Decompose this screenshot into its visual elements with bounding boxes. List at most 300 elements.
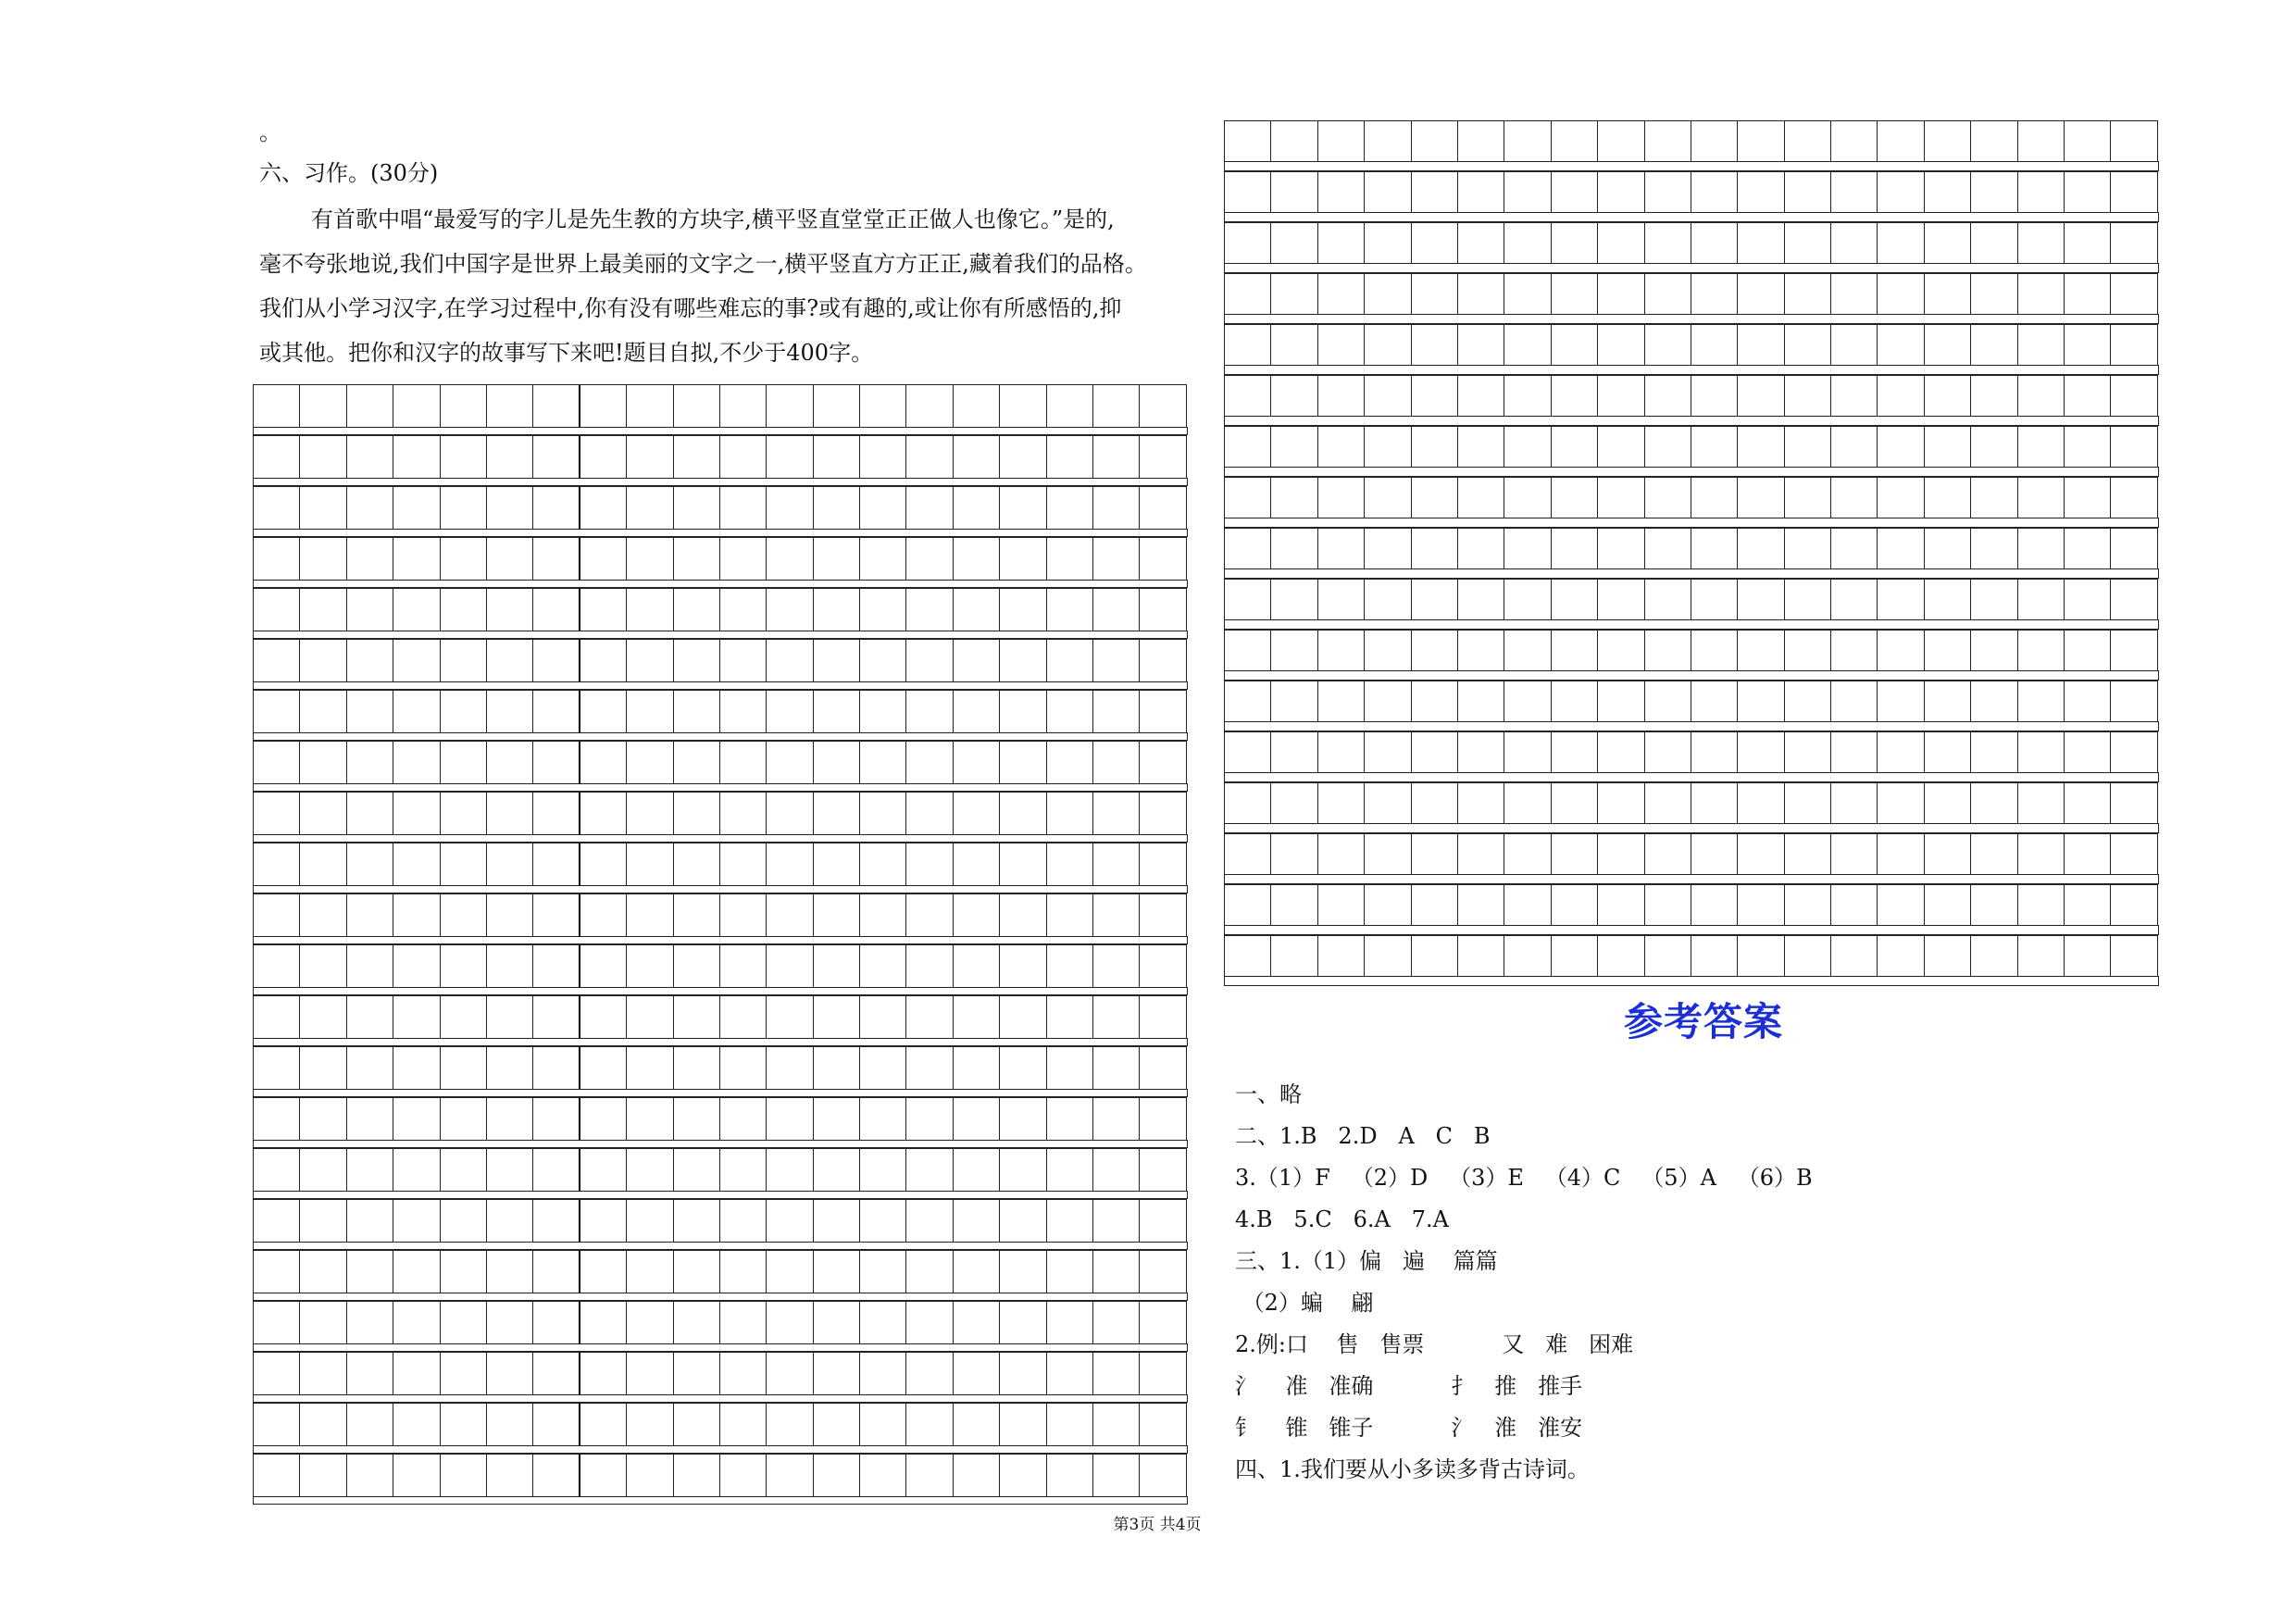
grid-cell[interactable] xyxy=(1971,274,2017,315)
grid-cell[interactable] xyxy=(1645,681,1691,722)
grid-cell[interactable] xyxy=(814,945,860,988)
grid-cell[interactable] xyxy=(1000,1302,1046,1344)
grid-cell[interactable] xyxy=(954,589,1000,631)
grid-cell[interactable] xyxy=(1971,121,2017,162)
grid-cell[interactable] xyxy=(254,589,300,631)
grid-cell[interactable] xyxy=(1225,121,1271,162)
grid-cell[interactable] xyxy=(1785,529,1831,569)
grid-cell[interactable] xyxy=(2111,274,2157,315)
grid-cell[interactable] xyxy=(906,843,953,886)
grid-cell[interactable] xyxy=(906,742,953,784)
grid-cell[interactable] xyxy=(1225,325,1271,366)
grid-cell[interactable] xyxy=(1738,529,1784,569)
grid-cell[interactable] xyxy=(487,1200,533,1243)
grid-cell[interactable] xyxy=(1318,631,1365,671)
grid-cell[interactable] xyxy=(767,691,813,733)
grid-cell[interactable] xyxy=(627,589,673,631)
grid-cell[interactable] xyxy=(1971,172,2017,213)
grid-cell[interactable] xyxy=(1412,783,1458,824)
grid-cell[interactable] xyxy=(580,589,627,631)
grid-cell[interactable] xyxy=(254,945,300,988)
grid-cell[interactable] xyxy=(1785,427,1831,468)
grid-cell[interactable] xyxy=(580,436,627,479)
grid-cell[interactable] xyxy=(1093,1149,1140,1192)
grid-cell[interactable] xyxy=(487,640,533,682)
grid-cell[interactable] xyxy=(1458,121,1504,162)
grid-cell[interactable] xyxy=(1365,936,1411,977)
grid-cell[interactable] xyxy=(487,487,533,530)
grid-cell[interactable] xyxy=(533,1047,580,1090)
grid-cell[interactable] xyxy=(860,843,906,886)
grid-cell[interactable] xyxy=(487,385,533,428)
grid-cell[interactable] xyxy=(814,1200,860,1243)
grid-cell[interactable] xyxy=(1504,936,1551,977)
grid-cell[interactable] xyxy=(674,1200,720,1243)
grid-cell[interactable] xyxy=(674,1404,720,1446)
grid-cell[interactable] xyxy=(814,894,860,937)
grid-cell[interactable] xyxy=(441,538,487,581)
grid-cell[interactable] xyxy=(814,1455,860,1497)
grid-cell[interactable] xyxy=(720,793,767,835)
grid-cell[interactable] xyxy=(1925,631,1971,671)
grid-cell[interactable] xyxy=(441,1098,487,1141)
grid-cell[interactable] xyxy=(347,843,393,886)
grid-cell[interactable] xyxy=(627,996,673,1039)
grid-cell[interactable] xyxy=(487,1149,533,1192)
grid-cell[interactable] xyxy=(767,742,813,784)
grid-cell[interactable] xyxy=(1645,936,1691,977)
grid-cell[interactable] xyxy=(254,1302,300,1344)
grid-cell[interactable] xyxy=(1140,1047,1186,1090)
grid-cell[interactable] xyxy=(1225,223,1271,264)
grid-cell[interactable] xyxy=(1831,121,1878,162)
grid-cell[interactable] xyxy=(1458,325,1504,366)
grid-cell[interactable] xyxy=(1225,783,1271,824)
grid-cell[interactable] xyxy=(300,945,346,988)
grid-cell[interactable] xyxy=(1000,1353,1046,1395)
grid-cell[interactable] xyxy=(1738,885,1784,926)
grid-cell[interactable] xyxy=(580,742,627,784)
grid-cell[interactable] xyxy=(1738,121,1784,162)
grid-cell[interactable] xyxy=(1971,478,2017,518)
grid-cell[interactable] xyxy=(1093,945,1140,988)
grid-cell[interactable] xyxy=(1645,172,1691,213)
grid-cell[interactable] xyxy=(533,894,580,937)
grid-cell[interactable] xyxy=(487,589,533,631)
grid-cell[interactable] xyxy=(347,894,393,937)
grid-cell[interactable] xyxy=(1504,834,1551,875)
grid-cell[interactable] xyxy=(1225,631,1271,671)
grid-cell[interactable] xyxy=(1458,529,1504,569)
grid-cell[interactable] xyxy=(1552,121,1598,162)
grid-cell[interactable] xyxy=(627,894,673,937)
grid-cell[interactable] xyxy=(2111,681,2157,722)
grid-cell[interactable] xyxy=(487,1098,533,1141)
grid-cell[interactable] xyxy=(674,487,720,530)
grid-cell[interactable] xyxy=(1458,478,1504,518)
grid-cell[interactable] xyxy=(1412,631,1458,671)
grid-cell[interactable] xyxy=(954,1404,1000,1446)
grid-cell[interactable] xyxy=(347,793,393,835)
grid-cell[interactable] xyxy=(1738,936,1784,977)
grid-cell[interactable] xyxy=(347,742,393,784)
grid-cell[interactable] xyxy=(814,1404,860,1446)
grid-cell[interactable] xyxy=(1738,631,1784,671)
grid-cell[interactable] xyxy=(393,793,440,835)
grid-cell[interactable] xyxy=(393,1302,440,1344)
grid-cell[interactable] xyxy=(906,1404,953,1446)
grid-cell[interactable] xyxy=(720,640,767,682)
grid-cell[interactable] xyxy=(254,1251,300,1293)
grid-cell[interactable] xyxy=(1000,742,1046,784)
grid-cell[interactable] xyxy=(1598,885,1644,926)
grid-cell[interactable] xyxy=(1645,885,1691,926)
grid-cell[interactable] xyxy=(1504,223,1551,264)
grid-cell[interactable] xyxy=(580,640,627,682)
grid-cell[interactable] xyxy=(580,1251,627,1293)
grid-cell[interactable] xyxy=(2111,172,2157,213)
grid-cell[interactable] xyxy=(627,793,673,835)
grid-cell[interactable] xyxy=(1831,223,1878,264)
grid-cell[interactable] xyxy=(1691,580,1738,620)
grid-cell[interactable] xyxy=(906,1353,953,1395)
grid-cell[interactable] xyxy=(1318,121,1365,162)
grid-cell[interactable] xyxy=(1271,478,1317,518)
grid-cell[interactable] xyxy=(2111,223,2157,264)
grid-cell[interactable] xyxy=(674,996,720,1039)
grid-cell[interactable] xyxy=(1271,732,1317,773)
grid-cell[interactable] xyxy=(533,538,580,581)
grid-cell[interactable] xyxy=(1598,631,1644,671)
grid-cell[interactable] xyxy=(533,1200,580,1243)
grid-cell[interactable] xyxy=(674,385,720,428)
grid-cell[interactable] xyxy=(1971,885,2017,926)
grid-cell[interactable] xyxy=(1598,681,1644,722)
grid-cell[interactable] xyxy=(674,1302,720,1344)
grid-cell[interactable] xyxy=(1365,172,1411,213)
grid-cell[interactable] xyxy=(441,1455,487,1497)
grid-cell[interactable] xyxy=(1000,793,1046,835)
grid-cell[interactable] xyxy=(441,1251,487,1293)
grid-cell[interactable] xyxy=(580,1404,627,1446)
grid-cell[interactable] xyxy=(533,487,580,530)
grid-cell[interactable] xyxy=(1552,783,1598,824)
grid-cell[interactable] xyxy=(767,1047,813,1090)
grid-cell[interactable] xyxy=(1691,834,1738,875)
grid-cell[interactable] xyxy=(1458,376,1504,417)
grid-cell[interactable] xyxy=(1047,945,1093,988)
grid-cell[interactable] xyxy=(674,538,720,581)
grid-cell[interactable] xyxy=(1504,529,1551,569)
grid-cell[interactable] xyxy=(1365,121,1411,162)
grid-cell[interactable] xyxy=(1598,529,1644,569)
grid-cell[interactable] xyxy=(1831,376,1878,417)
grid-cell[interactable] xyxy=(533,436,580,479)
grid-cell[interactable] xyxy=(393,1251,440,1293)
grid-cell[interactable] xyxy=(906,691,953,733)
grid-cell[interactable] xyxy=(720,1302,767,1344)
grid-cell[interactable] xyxy=(1140,436,1186,479)
grid-cell[interactable] xyxy=(1271,885,1317,926)
grid-cell[interactable] xyxy=(860,1098,906,1141)
grid-cell[interactable] xyxy=(300,793,346,835)
grid-cell[interactable] xyxy=(1047,996,1093,1039)
grid-cell[interactable] xyxy=(1225,936,1271,977)
grid-cell[interactable] xyxy=(487,1404,533,1446)
grid-cell[interactable] xyxy=(1925,732,1971,773)
grid-cell[interactable] xyxy=(1691,427,1738,468)
grid-cell[interactable] xyxy=(767,385,813,428)
grid-cell[interactable] xyxy=(1000,996,1046,1039)
grid-cell[interactable] xyxy=(1645,732,1691,773)
grid-cell[interactable] xyxy=(1000,436,1046,479)
grid-cell[interactable] xyxy=(1047,1302,1093,1344)
grid-cell[interactable] xyxy=(1878,529,1924,569)
grid-cell[interactable] xyxy=(1831,478,1878,518)
grid-cell[interactable] xyxy=(1093,538,1140,581)
grid-cell[interactable] xyxy=(954,1455,1000,1497)
grid-cell[interactable] xyxy=(1000,691,1046,733)
grid-cell[interactable] xyxy=(1552,223,1598,264)
grid-cell[interactable] xyxy=(674,691,720,733)
grid-cell[interactable] xyxy=(860,894,906,937)
grid-cell[interactable] xyxy=(1691,732,1738,773)
grid-cell[interactable] xyxy=(1365,885,1411,926)
grid-cell[interactable] xyxy=(1365,325,1411,366)
grid-cell[interactable] xyxy=(767,894,813,937)
grid-cell[interactable] xyxy=(1785,478,1831,518)
grid-cell[interactable] xyxy=(1552,631,1598,671)
grid-cell[interactable] xyxy=(906,1098,953,1141)
grid-cell[interactable] xyxy=(1738,325,1784,366)
grid-cell[interactable] xyxy=(954,385,1000,428)
grid-cell[interactable] xyxy=(1458,681,1504,722)
grid-cell[interactable] xyxy=(1365,274,1411,315)
grid-cell[interactable] xyxy=(487,843,533,886)
grid-cell[interactable] xyxy=(720,1200,767,1243)
grid-cell[interactable] xyxy=(254,691,300,733)
grid-cell[interactable] xyxy=(906,1302,953,1344)
grid-cell[interactable] xyxy=(1093,691,1140,733)
grid-cell[interactable] xyxy=(533,793,580,835)
grid-cell[interactable] xyxy=(1140,640,1186,682)
grid-cell[interactable] xyxy=(1504,376,1551,417)
grid-cell[interactable] xyxy=(2065,427,2111,468)
grid-cell[interactable] xyxy=(580,691,627,733)
grid-cell[interactable] xyxy=(393,1455,440,1497)
grid-cell[interactable] xyxy=(1047,894,1093,937)
grid-cell[interactable] xyxy=(2111,580,2157,620)
grid-cell[interactable] xyxy=(441,385,487,428)
grid-cell[interactable] xyxy=(1971,936,2017,977)
grid-cell[interactable] xyxy=(627,640,673,682)
grid-cell[interactable] xyxy=(1738,427,1784,468)
grid-cell[interactable] xyxy=(441,996,487,1039)
grid-cell[interactable] xyxy=(254,996,300,1039)
grid-cell[interactable] xyxy=(1831,580,1878,620)
grid-cell[interactable] xyxy=(1140,1404,1186,1446)
grid-cell[interactable] xyxy=(1552,172,1598,213)
grid-cell[interactable] xyxy=(1047,843,1093,886)
grid-cell[interactable] xyxy=(814,742,860,784)
grid-cell[interactable] xyxy=(627,1200,673,1243)
grid-cell[interactable] xyxy=(1645,580,1691,620)
grid-cell[interactable] xyxy=(1878,325,1924,366)
grid-cell[interactable] xyxy=(767,1404,813,1446)
grid-cell[interactable] xyxy=(1552,376,1598,417)
grid-cell[interactable] xyxy=(1140,1251,1186,1293)
grid-cell[interactable] xyxy=(300,1149,346,1192)
grid-cell[interactable] xyxy=(2018,681,2065,722)
grid-cell[interactable] xyxy=(2018,783,2065,824)
grid-cell[interactable] xyxy=(1738,681,1784,722)
grid-cell[interactable] xyxy=(1878,834,1924,875)
grid-cell[interactable] xyxy=(1971,529,2017,569)
grid-cell[interactable] xyxy=(814,843,860,886)
grid-cell[interactable] xyxy=(767,945,813,988)
grid-cell[interactable] xyxy=(347,385,393,428)
grid-cell[interactable] xyxy=(720,1098,767,1141)
grid-cell[interactable] xyxy=(1365,580,1411,620)
grid-cell[interactable] xyxy=(1552,274,1598,315)
grid-cell[interactable] xyxy=(254,436,300,479)
grid-cell[interactable] xyxy=(580,996,627,1039)
grid-cell[interactable] xyxy=(2018,885,2065,926)
grid-cell[interactable] xyxy=(2018,732,2065,773)
grid-cell[interactable] xyxy=(2018,376,2065,417)
grid-cell[interactable] xyxy=(767,1098,813,1141)
grid-cell[interactable] xyxy=(1365,631,1411,671)
grid-cell[interactable] xyxy=(1000,589,1046,631)
grid-cell[interactable] xyxy=(1925,681,1971,722)
grid-cell[interactable] xyxy=(254,793,300,835)
grid-cell[interactable] xyxy=(1140,589,1186,631)
grid-cell[interactable] xyxy=(441,793,487,835)
grid-cell[interactable] xyxy=(1093,1302,1140,1344)
grid-cell[interactable] xyxy=(487,996,533,1039)
grid-cell[interactable] xyxy=(2065,478,2111,518)
grid-cell[interactable] xyxy=(814,385,860,428)
grid-cell[interactable] xyxy=(1831,325,1878,366)
grid-cell[interactable] xyxy=(1458,631,1504,671)
grid-cell[interactable] xyxy=(720,1455,767,1497)
grid-cell[interactable] xyxy=(1412,478,1458,518)
grid-cell[interactable] xyxy=(1271,834,1317,875)
grid-cell[interactable] xyxy=(1504,274,1551,315)
grid-cell[interactable] xyxy=(1878,427,1924,468)
grid-cell[interactable] xyxy=(906,436,953,479)
grid-cell[interactable] xyxy=(1000,945,1046,988)
grid-cell[interactable] xyxy=(580,1353,627,1395)
grid-cell[interactable] xyxy=(1552,325,1598,366)
grid-cell[interactable] xyxy=(627,1353,673,1395)
grid-cell[interactable] xyxy=(954,487,1000,530)
grid-cell[interactable] xyxy=(860,385,906,428)
grid-cell[interactable] xyxy=(1093,894,1140,937)
grid-cell[interactable] xyxy=(254,1455,300,1497)
grid-cell[interactable] xyxy=(300,1353,346,1395)
grid-cell[interactable] xyxy=(1552,885,1598,926)
grid-cell[interactable] xyxy=(674,436,720,479)
grid-cell[interactable] xyxy=(860,1404,906,1446)
grid-cell[interactable] xyxy=(1412,223,1458,264)
grid-cell[interactable] xyxy=(1504,631,1551,671)
grid-cell[interactable] xyxy=(2065,580,2111,620)
grid-cell[interactable] xyxy=(1785,325,1831,366)
grid-cell[interactable] xyxy=(1093,996,1140,1039)
grid-cell[interactable] xyxy=(347,589,393,631)
grid-cell[interactable] xyxy=(1140,945,1186,988)
grid-cell[interactable] xyxy=(720,589,767,631)
grid-cell[interactable] xyxy=(300,589,346,631)
grid-cell[interactable] xyxy=(1738,580,1784,620)
grid-cell[interactable] xyxy=(674,793,720,835)
grid-cell[interactable] xyxy=(2111,732,2157,773)
grid-cell[interactable] xyxy=(1504,427,1551,468)
grid-cell[interactable] xyxy=(393,487,440,530)
grid-cell[interactable] xyxy=(1598,274,1644,315)
grid-cell[interactable] xyxy=(860,436,906,479)
grid-cell[interactable] xyxy=(1925,223,1971,264)
grid-cell[interactable] xyxy=(533,1404,580,1446)
grid-cell[interactable] xyxy=(1318,427,1365,468)
grid-cell[interactable] xyxy=(580,945,627,988)
grid-cell[interactable] xyxy=(814,538,860,581)
grid-cell[interactable] xyxy=(1691,885,1738,926)
grid-cell[interactable] xyxy=(2111,834,2157,875)
grid-cell[interactable] xyxy=(1552,681,1598,722)
grid-cell[interactable] xyxy=(1093,487,1140,530)
grid-cell[interactable] xyxy=(393,996,440,1039)
grid-cell[interactable] xyxy=(393,1149,440,1192)
grid-cell[interactable] xyxy=(2065,834,2111,875)
grid-cell[interactable] xyxy=(1271,580,1317,620)
grid-cell[interactable] xyxy=(1047,1149,1093,1192)
grid-cell[interactable] xyxy=(487,1251,533,1293)
grid-cell[interactable] xyxy=(954,1047,1000,1090)
grid-cell[interactable] xyxy=(674,1353,720,1395)
grid-cell[interactable] xyxy=(1412,529,1458,569)
grid-cell[interactable] xyxy=(1504,325,1551,366)
grid-cell[interactable] xyxy=(627,1149,673,1192)
grid-cell[interactable] xyxy=(1140,691,1186,733)
grid-cell[interactable] xyxy=(814,1149,860,1192)
grid-cell[interactable] xyxy=(393,1098,440,1141)
grid-cell[interactable] xyxy=(814,589,860,631)
grid-cell[interactable] xyxy=(441,843,487,886)
grid-cell[interactable] xyxy=(1458,885,1504,926)
grid-cell[interactable] xyxy=(1504,172,1551,213)
grid-cell[interactable] xyxy=(1831,885,1878,926)
grid-cell[interactable] xyxy=(347,996,393,1039)
grid-cell[interactable] xyxy=(1000,843,1046,886)
grid-cell[interactable] xyxy=(1271,427,1317,468)
grid-cell[interactable] xyxy=(860,1047,906,1090)
grid-cell[interactable] xyxy=(2111,376,2157,417)
grid-cell[interactable] xyxy=(1000,894,1046,937)
grid-cell[interactable] xyxy=(1271,121,1317,162)
grid-cell[interactable] xyxy=(906,793,953,835)
grid-cell[interactable] xyxy=(1093,436,1140,479)
grid-cell[interactable] xyxy=(906,945,953,988)
grid-cell[interactable] xyxy=(1365,427,1411,468)
grid-cell[interactable] xyxy=(533,1353,580,1395)
grid-cell[interactable] xyxy=(2111,121,2157,162)
grid-cell[interactable] xyxy=(1971,223,2017,264)
grid-cell[interactable] xyxy=(1458,783,1504,824)
grid-cell[interactable] xyxy=(393,589,440,631)
grid-cell[interactable] xyxy=(1412,834,1458,875)
